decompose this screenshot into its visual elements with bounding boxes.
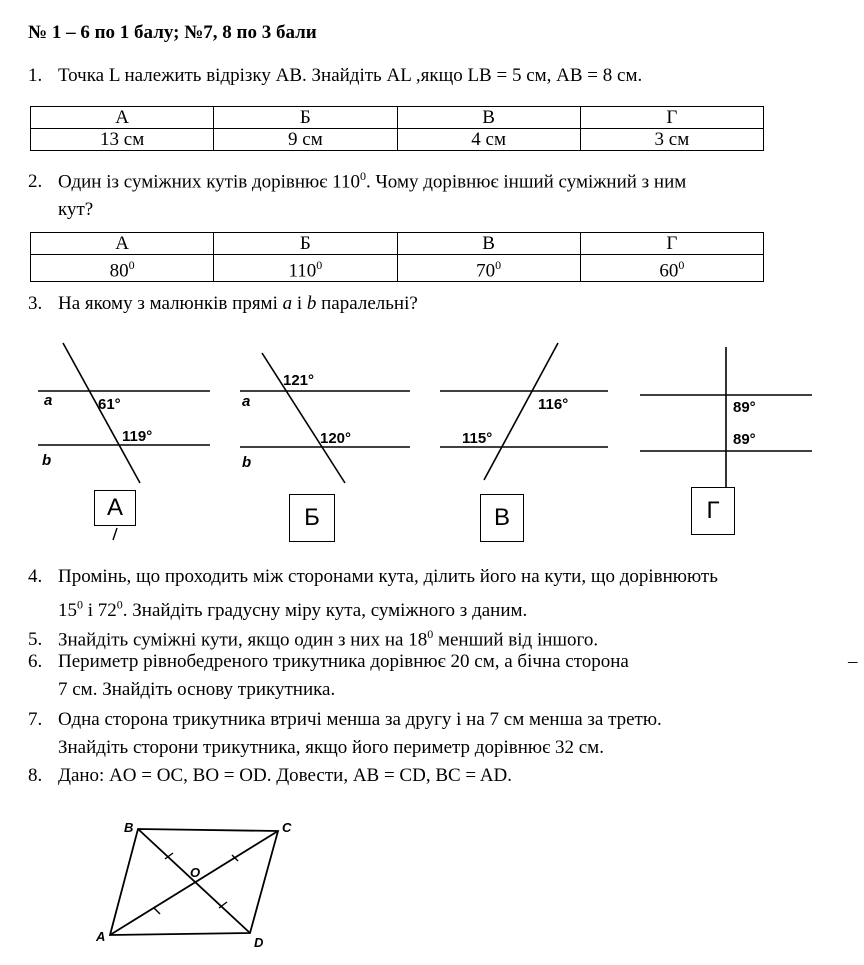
diagonal-bd <box>138 829 250 933</box>
page-heading: № 1 – 6 по 1 балу; №7, 8 по 3 бали <box>28 22 317 43</box>
svg-text:120°: 120° <box>320 430 352 447</box>
figure-v-label-box: В <box>480 494 524 542</box>
stray-mark <box>113 528 117 540</box>
question-number: 3. <box>28 293 43 314</box>
question-number: 1. <box>28 65 43 86</box>
answer-table-2 <box>30 232 764 282</box>
option-value: $80^0$ <box>31 255 214 282</box>
option-label: Г <box>580 107 763 129</box>
svg-text:C: C <box>282 820 292 835</box>
svg-text:D: D <box>254 935 264 950</box>
option-label: А <box>31 107 214 129</box>
svg-text:61°: 61° <box>98 396 121 413</box>
option-value: $70^0$ <box>397 255 580 282</box>
figure-b-label-box: Б <box>289 494 335 542</box>
question-number: 7. <box>28 709 43 730</box>
question-7: 7. Одна сторона трикутника втричі менша за другу і на 7 см менша за третю. Знайдіть сторони трикутника, якщо його периметр дорівнює 32 см. <box>28 706 662 762</box>
question-number: 5. <box>28 629 43 651</box>
question-number: 8. <box>28 765 43 786</box>
option-value: $60^0$ <box>580 255 763 282</box>
svg-text:a: a <box>44 392 53 409</box>
parallelogram-diagram <box>90 815 310 955</box>
svg-text:O: O <box>190 865 201 880</box>
question-8: 8. Дано: AO = OC, BO = OD. Довести, AB = CD, BC = AD. <box>28 762 512 790</box>
question-number: 2. <box>28 171 43 193</box>
option-label: А <box>31 233 214 255</box>
option-label: Б <box>214 233 397 255</box>
question-2: 2. Один із суміжних кутів дорівнює $110^0$. Чому дорівнює інший суміжний з ним кут? <box>28 169 687 221</box>
svg-text:89°: 89° <box>733 399 756 416</box>
option-label: Б <box>214 107 397 129</box>
answer-table-1 <box>30 106 764 151</box>
svg-text:119°: 119° <box>122 428 153 445</box>
figure-a-transversal <box>63 343 140 483</box>
diagonal-ac <box>110 831 278 935</box>
option-label: В <box>397 233 580 255</box>
question-4: 4. Промінь, що проходить між сторонами кута, ділить його на кути, що дорівнюють $15^0$ і $72^0$. Знайдіть градусну міру кута, суміжного з даним. <box>28 563 718 625</box>
figure-a-label-box: А <box>94 490 136 526</box>
svg-text:a: a <box>242 393 251 410</box>
option-label: Г <box>580 233 763 255</box>
figure-g-label-box: Г <box>691 487 735 535</box>
svg-text:89°: 89° <box>733 431 756 448</box>
svg-text:121°: 121° <box>283 372 315 389</box>
option-label: В <box>397 107 580 129</box>
option-value: $110^0$ <box>214 255 397 282</box>
svg-text:b: b <box>42 452 52 469</box>
option-value: 3 см <box>580 129 763 151</box>
option-value: 13 см <box>31 129 214 151</box>
svg-text:115°: 115° <box>462 430 493 447</box>
stray-dash: – <box>848 651 858 672</box>
svg-text:B: B <box>124 820 134 835</box>
question-6: 6. Периметр рівнобедреного трикутника дорівнює 20 см, а бічна сторона 7 см. Знайдіть основу трикутника. <box>28 648 629 704</box>
question-number: 6. <box>28 651 43 672</box>
question-3: 3. На якому з малюнків прямі a і b паралельні? <box>28 290 418 318</box>
option-value: 9 см <box>214 129 397 151</box>
question-1 <box>28 62 642 90</box>
svg-text:116°: 116° <box>538 396 569 413</box>
question-5: 5. Знайдіть суміжні кути, якщо один з них на $18^0$ менший від іншого. <box>28 620 598 654</box>
question-number: 4. <box>28 566 43 587</box>
svg-text:b: b <box>242 454 252 471</box>
option-value: 4 см <box>397 129 580 151</box>
question-text: Точка L належить відрізку AB. Знайдіть AL ,якщо LB = 5 см, AB = 8 см. <box>58 65 643 86</box>
svg-text:A: A <box>96 929 106 944</box>
